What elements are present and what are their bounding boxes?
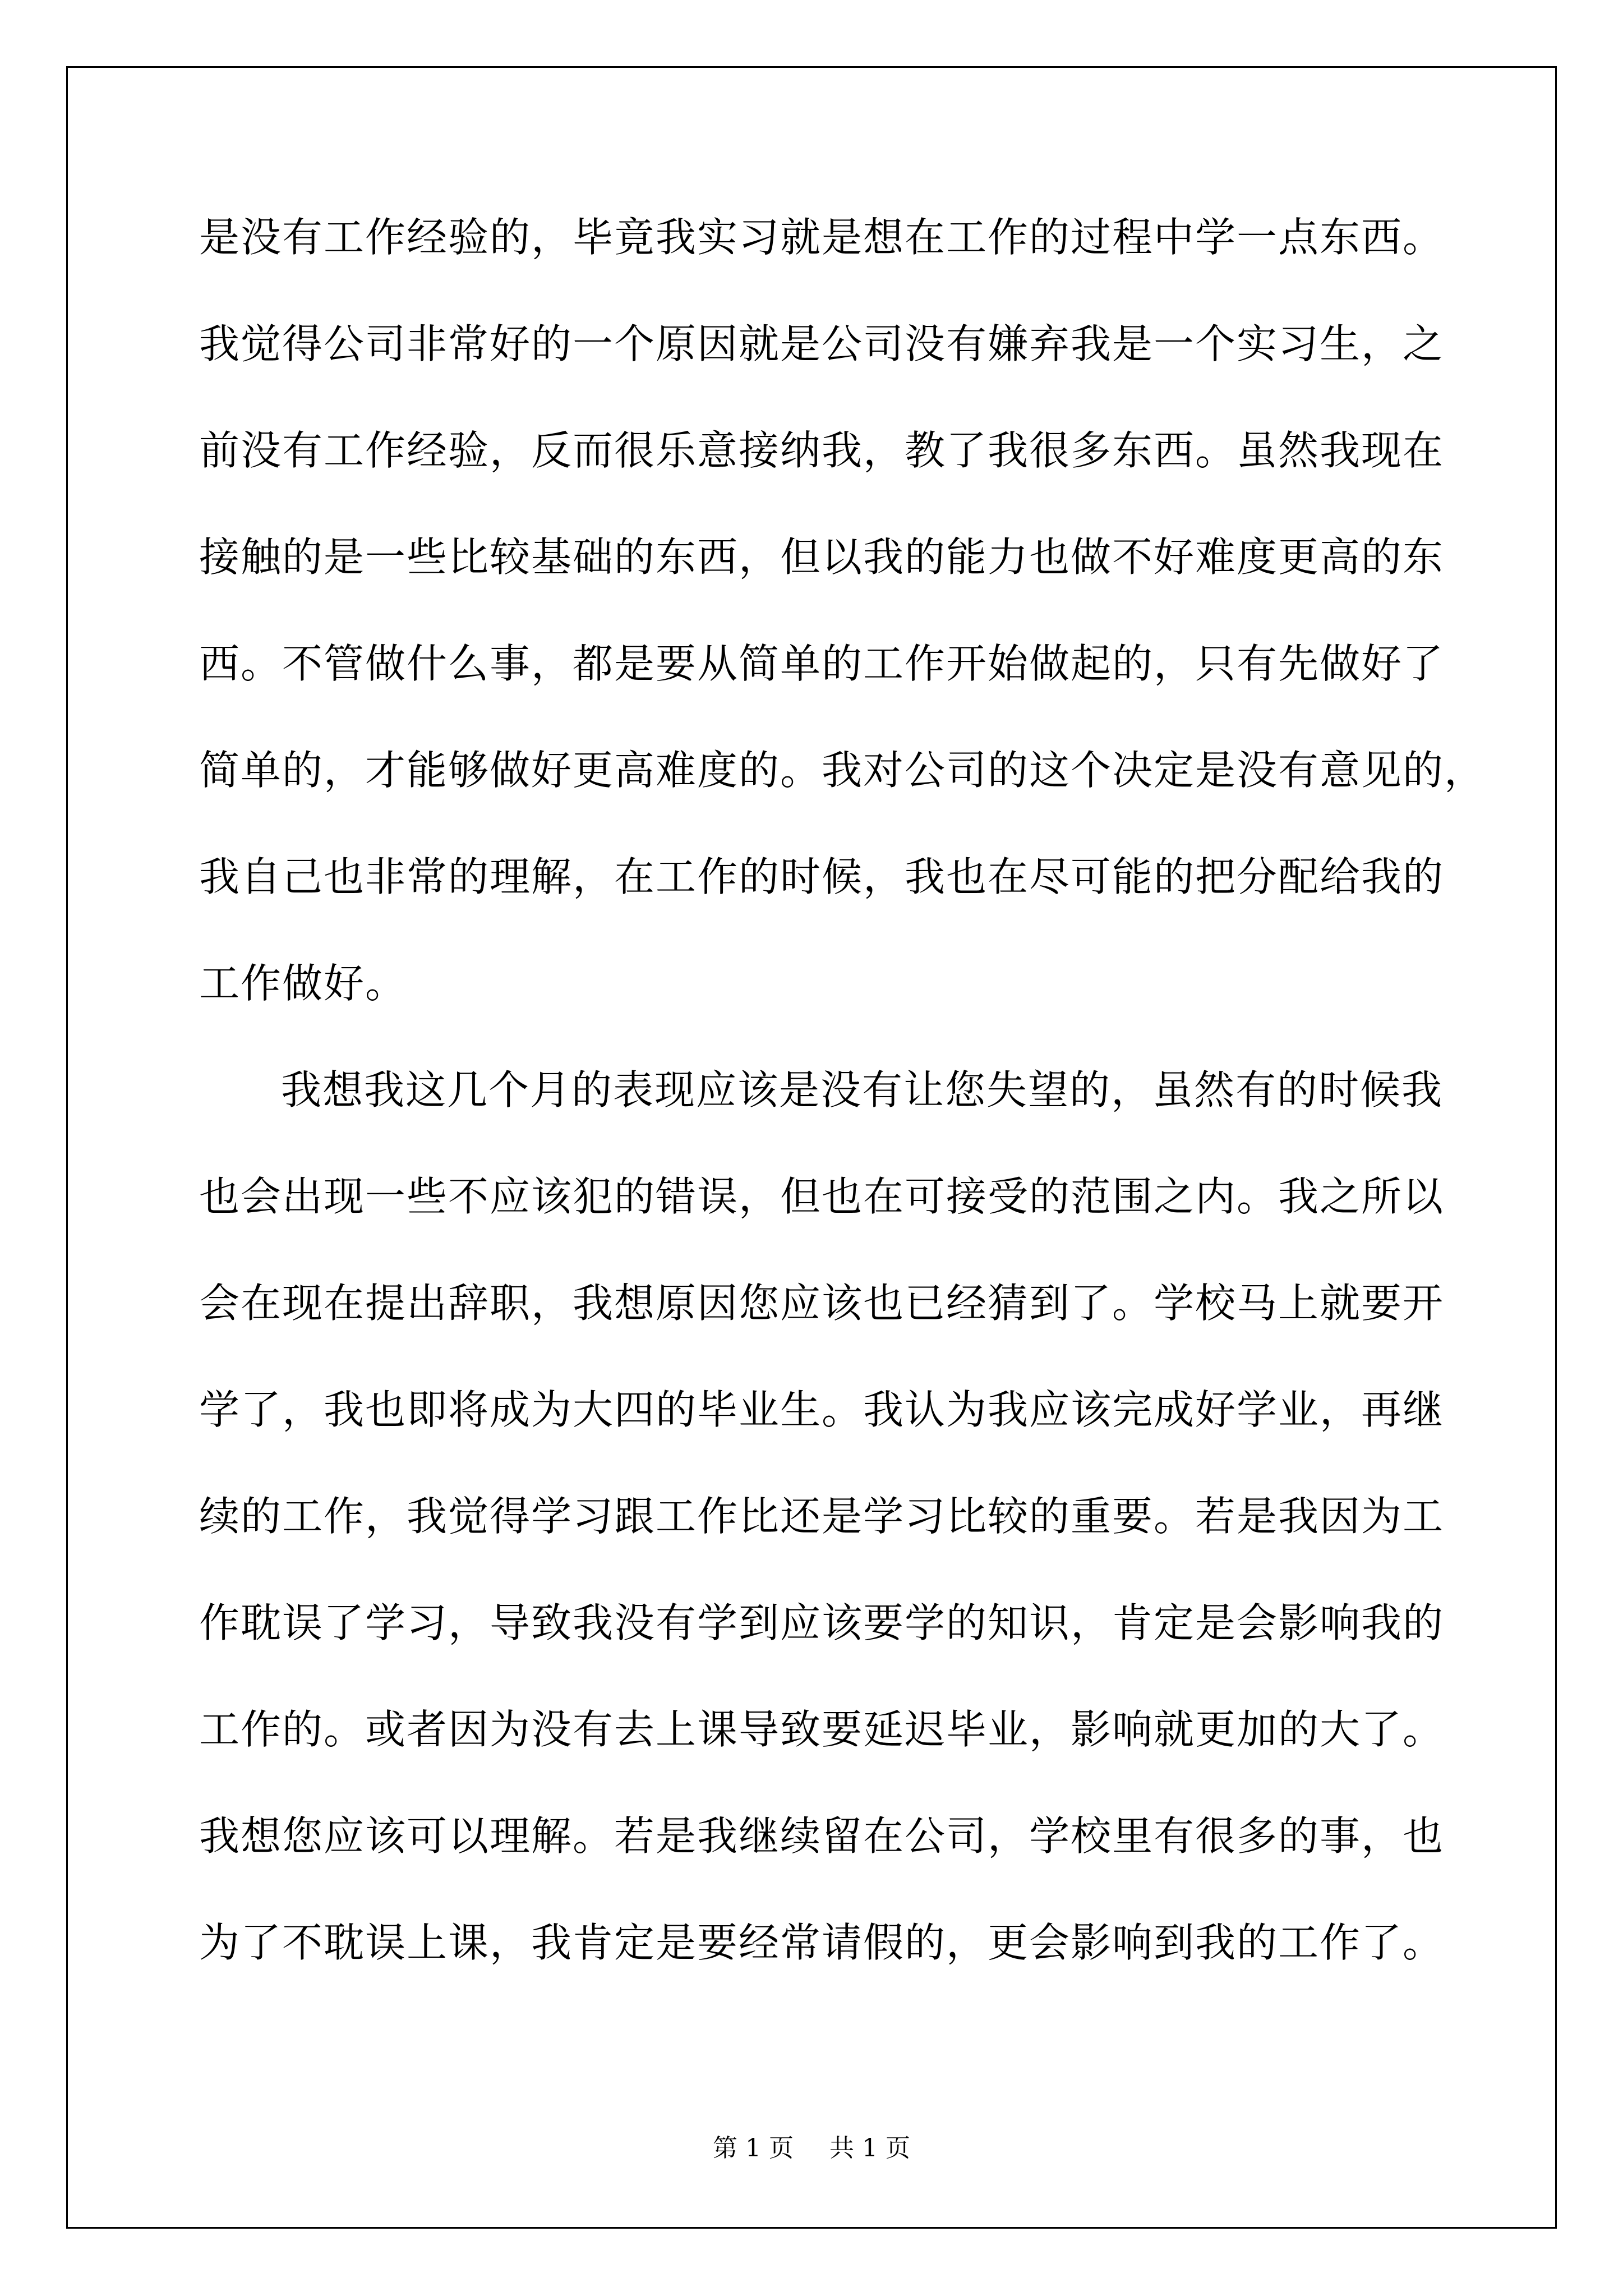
text-line: 作耽误了学习，导致我没有学到应该要学的知识，肯定是会影响我的 [199, 1599, 1445, 1646]
text-line: 是没有工作经验的，毕竟我实习就是想在工作的过程中学一点东西。 [199, 214, 1445, 261]
paragraph-start-line: 我想我这几个月的表现应该是没有让您失望的，虽然有的时候我 [281, 1066, 1444, 1114]
text-line: 我想您应该可以理解。若是我继续留在公司，学校里有很多的事，也 [199, 1812, 1445, 1860]
text-line: 我觉得公司非常好的一个原因就是公司没有嫌弃我是一个实习生，之 [199, 320, 1445, 367]
text-line: 前没有工作经验，反而很乐意接纳我，教了我很多东西。虽然我现在 [199, 427, 1445, 474]
page-total: 共 1 页 [829, 2134, 910, 2162]
text-line: 为了不耽误上课，我肯定是要经常请假的，更会影响到我的工作了。 [199, 1919, 1445, 1966]
text-line: 我自己也非常的理解，在工作的时候，我也在尽可能的把分配给我的 [199, 853, 1445, 900]
page-footer [0, 2132, 1623, 2165]
text-line: 学了，我也即将成为大四的毕业生。我认为我应该完成好学业，再继 [199, 1386, 1445, 1433]
text-line: 接触的是一些比较基础的东西，但以我的能力也做不好难度更高的东 [199, 533, 1445, 581]
page-number: 第 1 页 [713, 2134, 794, 2162]
text-line: 工作做好。 [199, 960, 407, 1007]
text-line: 会在现在提出辞职，我想原因您应该也已经猜到了。学校马上就要开 [199, 1280, 1445, 1327]
text-line: 工作的。或者因为没有去上课导致要延迟毕业，影响就更加的大了。 [199, 1706, 1445, 1753]
text-line: 西。不管做什么事，都是要从简单的工作开始做起的，只有先做好了 [199, 640, 1445, 687]
text-line: 续的工作，我觉得学习跟工作比还是学习比较的重要。若是我因为工 [199, 1493, 1445, 1540]
document-body [199, 212, 1486, 2024]
text-line: 也会出现一些不应该犯的错误，但也在可接受的范围之内。我之所以 [199, 1173, 1445, 1220]
text-line: 简单的，才能够做好更高难度的。我对公司的这个决定是没有意见的， [199, 747, 1486, 794]
